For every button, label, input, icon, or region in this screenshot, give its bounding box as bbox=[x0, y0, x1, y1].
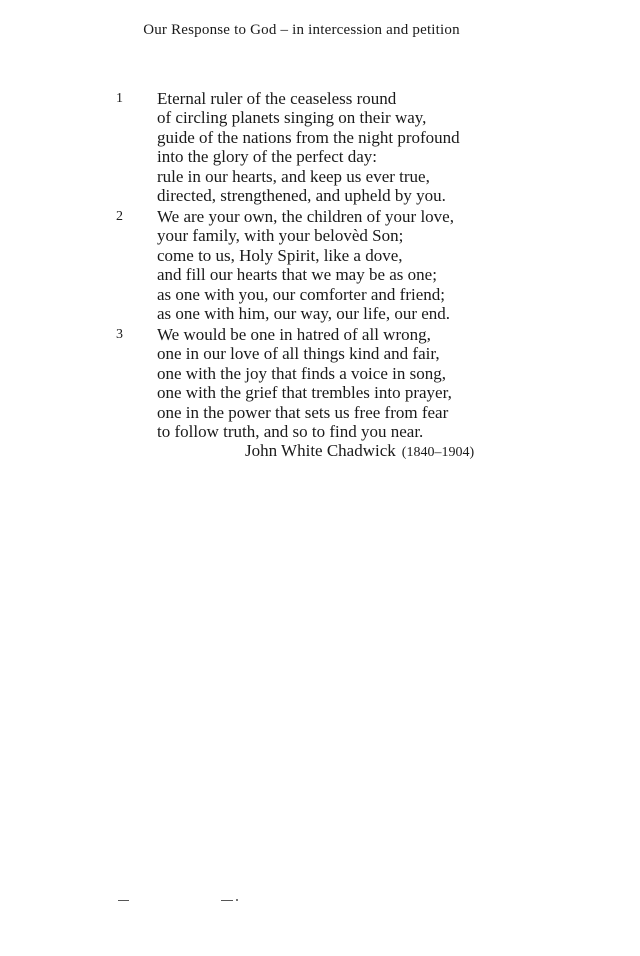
verse-lines bbox=[157, 325, 452, 441]
verse-line: one in our love of all things kind and fair, bbox=[157, 344, 440, 364]
verse-line: your family, with your belovèd Son; bbox=[157, 226, 404, 246]
verse-line: of circling planets singing on their way, bbox=[157, 108, 427, 128]
footer-dot bbox=[236, 899, 238, 901]
verse-number: 3 bbox=[116, 327, 123, 342]
author-name: John White Chadwick bbox=[245, 441, 396, 460]
verse-line: and fill our hearts that we may be as one; bbox=[157, 265, 437, 285]
author-dates: (1840–1904) bbox=[401, 445, 475, 460]
verse-line: into the glory of the perfect day: bbox=[157, 147, 377, 167]
verse-number: 1 bbox=[116, 91, 123, 106]
verse-line: as one with him, our way, our life, our end. bbox=[157, 303, 451, 323]
verse-line: Eternal ruler of the ceaseless round bbox=[157, 89, 397, 108]
verse-line: guide of the nations from the night profound bbox=[157, 127, 460, 147]
verse-lines bbox=[157, 207, 454, 323]
footer-rule-left bbox=[118, 900, 129, 901]
verse-line: one with the joy that finds a voice in song, bbox=[157, 363, 446, 383]
verse-line: as one with you, our comforter and friend; bbox=[157, 284, 445, 304]
verse-number: 2 bbox=[116, 209, 123, 224]
verse-line: rule in our hearts, and keep us ever true, bbox=[157, 166, 430, 186]
page-header: Our Response to God – in intercession and petition bbox=[143, 22, 460, 38]
footer-rule-right bbox=[221, 900, 233, 901]
verse-line: one in the power that sets us free from fear bbox=[157, 402, 449, 422]
verse-line: We are your own, the children of your love, bbox=[157, 207, 454, 226]
verse-line: directed, strengthened, and upheld by you. bbox=[157, 185, 446, 205]
verse-lines bbox=[157, 89, 460, 205]
verse-line: one with the grief that trembles into prayer, bbox=[157, 383, 452, 403]
verse-line: We would be one in hatred of all wrong, bbox=[157, 325, 431, 344]
verse-line: to follow truth, and so to find you near. bbox=[157, 421, 424, 441]
verse-line: come to us, Holy Spirit, like a dove, bbox=[157, 245, 403, 265]
attribution bbox=[245, 441, 474, 461]
